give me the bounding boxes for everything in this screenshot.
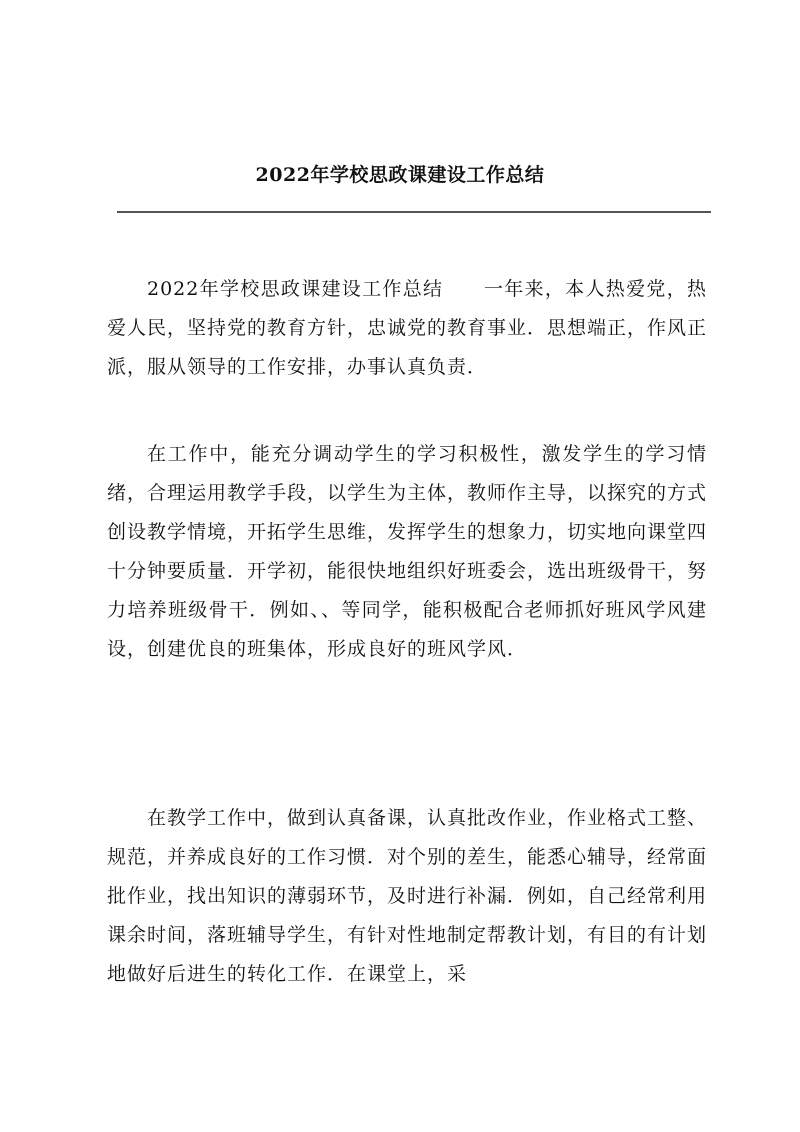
document-title: 2022年学校思政课建设工作总结 (255, 164, 545, 186)
body-paragraph-1: 2022年学校思政课建设工作总结 一年来，本人热爱党，热爱人民，坚持党的教育方针，忠诚党的教育事业．思想端正，作风正派，服从领导的工作安排，办事认真负责． (107, 278, 708, 378)
body-paragraph-3: 在教学工作中，做到认真备课，认真批改作业，作业格式工整、规范，并养成良好的工作习惯．对个别的差生，能悉心辅导，经常面批作业，找出知识的薄弱环节，及时进行补漏．例如，自己经常利用课余时间，落班辅导学生，有针对性地制定帮教计划，有目的有计划地做好后进生的转化工作．在课堂上，采 (107, 807, 708, 985)
title-divider (117, 211, 711, 213)
body-paragraph-2: 在工作中，能充分调动学生的学习积极性，激发学生的学习情绪，合理运用教学手段，以学生为主体，教师作主导，以探究的方式创设教学情境，开拓学生思维，发挥学生的想象力，切实地向课堂四十分钟要质量．开学初，能很快地组织好班委会，选出班级骨干，努力培养班级骨干．例如、、等同学，能积极配合老师抓好班风学风建设，创建优良的班集体，形成良好的班风学风． (107, 443, 708, 660)
